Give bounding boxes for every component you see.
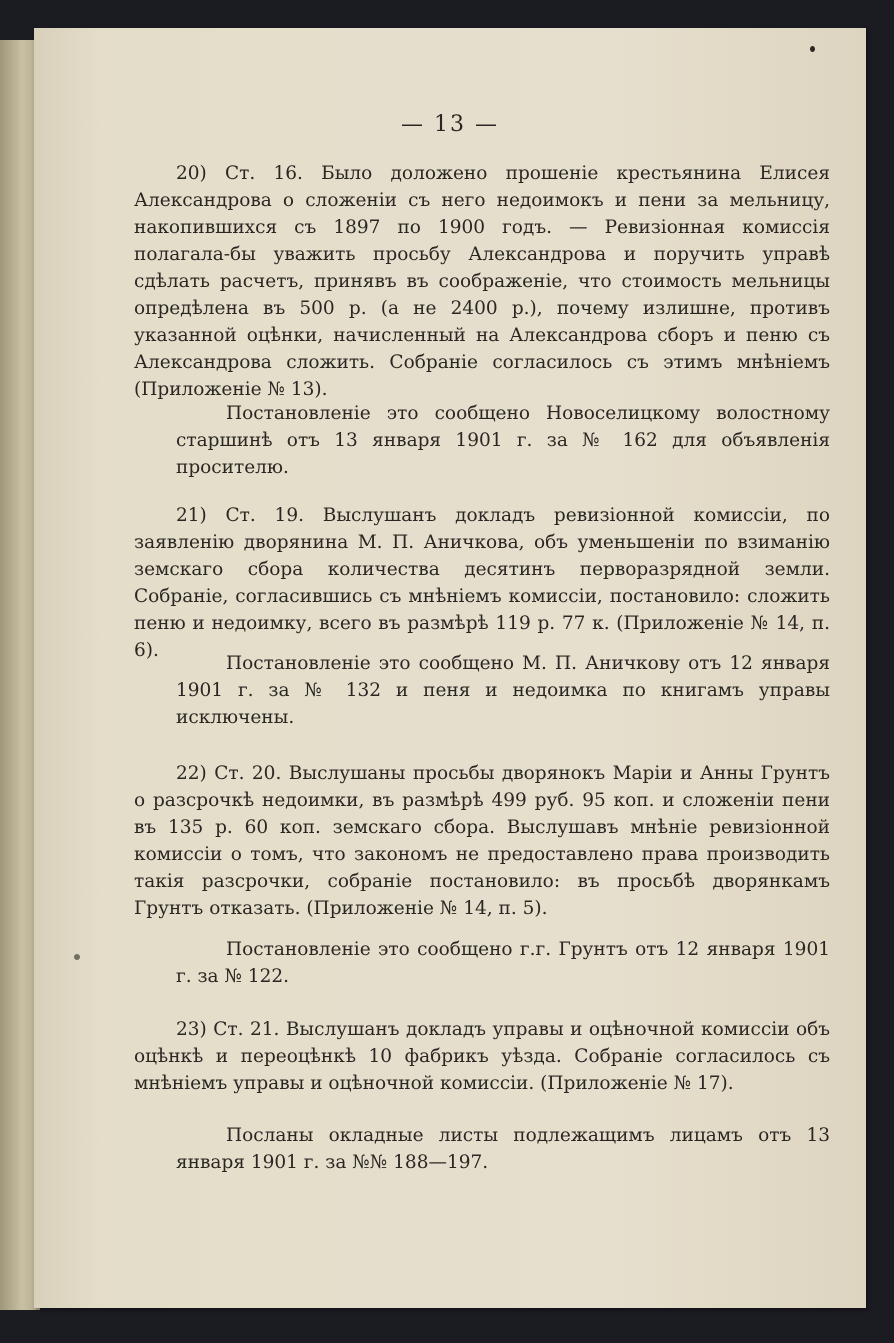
note-text: Постановленіе это сообщено Новоселицкому волостному старшинѣ отъ 13 января 1901 г. за № 162 для объявленія просителю.: [176, 403, 830, 478]
ink-spot: [810, 46, 815, 52]
paragraph-text: 20) Ст. 16. Было доложено прошеніе крестьянина Елисея Александрова о сложеніи съ него недоимокъ и пени за мельницу, накопившихся съ 1897 по 1900 годъ. — Ревизіонная комиссія полагала-бы уважить просьбу Александрова и поручить управѣ сдѣлать расчетъ, принявъ въ соображеніе, что стоимость мельницы опредѣлена въ 500 р. (а не 2400 р.), почему излишне, противъ указанной оцѣнки, начисленный на Александрова сборъ и пеню съ Александрова сложить. Собраніе согласилось съ этимъ мнѣніемъ (Приложеніе № 13).: [134, 163, 830, 400]
note-text: Посланы окладные листы подлежащимъ лицамъ отъ 13 января 1901 г. за №№ 188—197.: [176, 1125, 830, 1173]
ink-spot: [74, 954, 80, 960]
paragraph-text: 21) Ст. 19. Выслушанъ докладъ ревизіонной комиссіи, по заявленію дворянина М. П. Аничкова, объ уменьшеніи по взиманію земскаго сбора количества десятинъ перворазрядной земли. Собраніе, согласившись съ мнѣніемъ комиссіи, постановило: сложить пеню и недоимку, всего въ размѣрѣ 119 р. 77 к. (Приложеніе № 14, п. 6).: [134, 505, 830, 661]
paragraph-text: 22) Ст. 20. Выслушаны просьбы дворянокъ Маріи и Анны Грунтъ о разсрочкѣ недоимки, въ размѣрѣ 499 руб. 95 коп. и сложеніи пени въ 135 р. 60 коп. земскаго сбора. Выслушавъ мнѣніе ревизіонной комиссіи о томъ, что закономъ не предоставлено права производить такія разсрочки, собраніе постановило: въ просьбѣ дворянкамъ Грунтъ отказать. (Приложеніе № 14, п. 5).: [134, 763, 830, 919]
note-20: [176, 400, 830, 481]
note-text: Постановленіе это сообщено г.г. Грунтъ отъ 12 января 1901 г. за № 122.: [176, 939, 830, 987]
note-23: [176, 1122, 830, 1176]
page-number: — 13 —: [401, 112, 499, 137]
book-page: [34, 28, 866, 1308]
note-21: [176, 650, 830, 731]
paragraph-20: [134, 160, 830, 403]
note-text: Постановленіе это сообщено М. П. Аничкову отъ 12 января 1901 г. за № 132 и пеня и недоимка по книгамъ управы исключены.: [176, 653, 830, 728]
note-22: [176, 936, 830, 990]
paragraph-text: 23) Ст. 21. Выслушанъ докладъ управы и оцѣночной комиссіи объ оцѣнкѣ и переоцѣнкѣ 10 фабрикъ уѣзда. Собраніе согласилось съ мнѣніемъ управы и оцѣночной комиссіи. (Приложеніе № 17).: [134, 1019, 830, 1094]
paragraph-21: [134, 502, 830, 664]
paragraph-23: [134, 1016, 830, 1097]
paragraph-22: [134, 760, 830, 922]
